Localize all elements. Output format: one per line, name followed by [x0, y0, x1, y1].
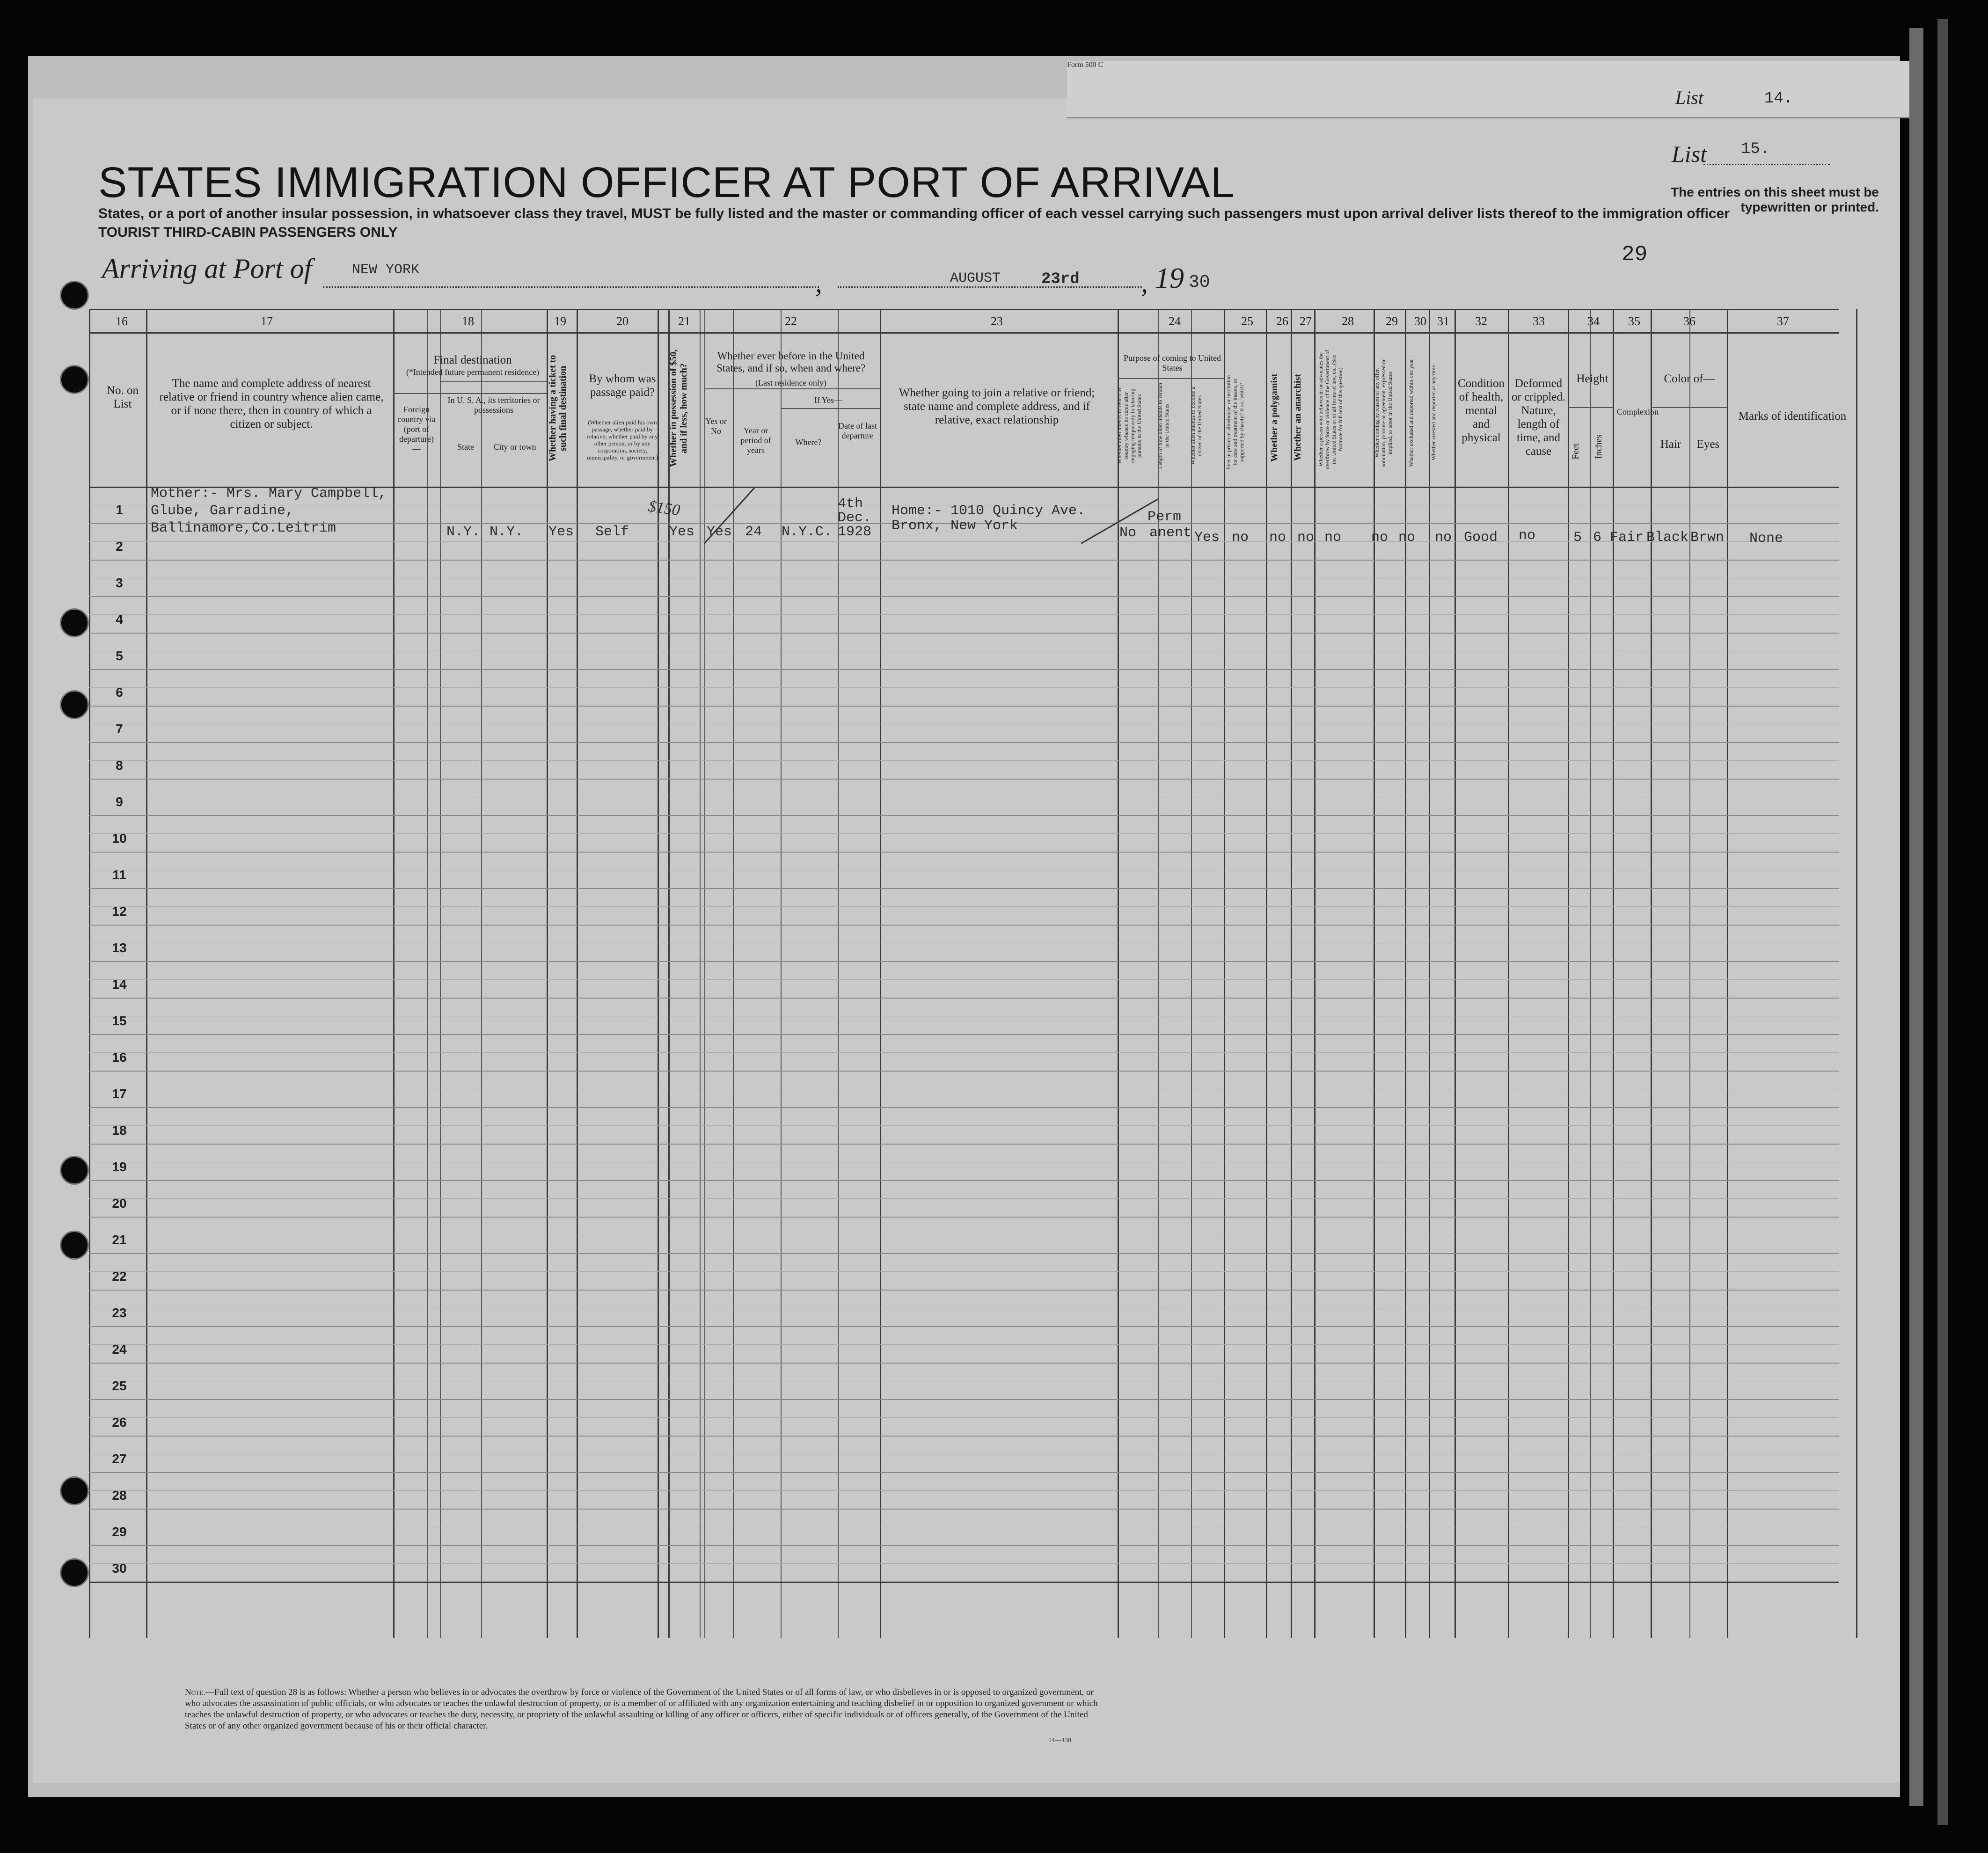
table-row-midrule [89, 687, 1839, 688]
table-column-rule [481, 309, 482, 1638]
table-column-rule [427, 309, 428, 1638]
form-code: 14—430 [1048, 1737, 1071, 1744]
table-row-midrule [89, 760, 1839, 761]
table-row-rule [89, 998, 1839, 999]
row-number: 19 [112, 1160, 127, 1174]
manifest-sheet [33, 98, 1900, 1783]
row-number: 30 [112, 1561, 127, 1576]
col28-value: no [1324, 530, 1342, 546]
table-column-rule [1266, 309, 1267, 1638]
row-number: 3 [116, 576, 123, 590]
row-number: 24 [112, 1342, 127, 1357]
punch-hole [60, 1156, 89, 1185]
header-col26: Whether a polygamist [1269, 373, 1279, 462]
punch-hole [60, 281, 89, 310]
table-row-rule [89, 815, 1839, 816]
header-col29: Whether coming by reason of any offer, solicitation, promise or agreement, expressed or implied, to labor in the United States [1374, 359, 1393, 467]
arriving-label: Arriving at Port of [102, 253, 312, 284]
comma-1: , [815, 267, 822, 298]
row-number: 6 [116, 685, 123, 700]
right-edge-strip-1 [1909, 28, 1923, 1806]
table-column-rule [89, 309, 90, 1638]
where-value: N.Y.C. [782, 524, 833, 540]
joining-relative-line-1: Home:- 1010 Quincy Ave. [892, 503, 1086, 519]
date-last-departure-line-3: 1928 [838, 524, 872, 540]
punch-hole [60, 1476, 89, 1505]
header-subrule [1118, 378, 1224, 379]
table-row-rule [89, 1436, 1839, 1437]
column-number: 34 [1587, 314, 1600, 328]
row-number: 13 [112, 941, 127, 955]
table-column-rule [1856, 309, 1857, 1638]
table-row-midrule [89, 1344, 1839, 1345]
hair-value: Black [1646, 530, 1689, 546]
table-column-rule [440, 309, 441, 1638]
header-yes-no: Yes or No [705, 416, 727, 436]
row-number: 25 [112, 1379, 127, 1393]
header-col28: Whether a person who believes in or advocates the overthrow by force or violence of the Government of the United States or of all forms of law, etc. (See footnote for full text of this question) [1317, 350, 1344, 469]
table-row-midrule [89, 1198, 1839, 1199]
table-row-rule [89, 961, 1839, 962]
header-col33: Deformed or crippled. Nature, length of time, and cause [1511, 377, 1566, 458]
header-col25: Ever in prison or almshouse, or institution for care and treatment of the insane, or supported by charity? If so, which? [1225, 375, 1245, 470]
table-row-rule [89, 560, 1839, 561]
date-last-departure-line-2: Dec. [838, 510, 872, 526]
table-row-midrule [89, 1125, 1839, 1126]
row-number: 27 [112, 1452, 127, 1466]
header-eyes: Eyes [1696, 438, 1720, 451]
col25-value: no [1232, 530, 1249, 546]
table-row-rule [89, 1071, 1839, 1072]
row-number: 15 [112, 1014, 127, 1028]
height-feet-value: 5 [1573, 530, 1582, 546]
header-if-yes: If Yes— [814, 395, 842, 405]
header-subrule [704, 388, 880, 389]
column-number: 32 [1475, 314, 1487, 328]
header-joining-relative: Whether going to join a relative or friend; state name and complete address, and if relative, exact relationship [899, 387, 1095, 426]
date-last-departure-line-1: 4th [838, 496, 863, 512]
table-row-rule [89, 1144, 1839, 1145]
table-column-rule [1454, 309, 1456, 1638]
table-row-rule [89, 1582, 1839, 1583]
height-inches-value: 6 [1593, 530, 1602, 546]
header-col27: Whether an anarchist [1293, 374, 1303, 461]
header-purpose: Purpose of coming to United States [1124, 353, 1221, 372]
table-column-rule [733, 309, 734, 1638]
row-number: 11 [112, 868, 126, 882]
punch-hole [60, 1558, 89, 1587]
table-row-midrule [89, 614, 1839, 615]
table-column-rule [1118, 309, 1119, 1638]
header-col30: Whether excluded and deported within one year [1408, 359, 1414, 467]
row-number: 14 [112, 977, 127, 992]
column-number: 22 [785, 314, 797, 328]
table-column-rule [577, 309, 578, 1638]
punch-hole [60, 365, 89, 394]
col31-value: no [1435, 530, 1452, 546]
table-column-rule [1429, 309, 1430, 1638]
header-final-destination: Final destination [433, 354, 512, 366]
table-row-rule [89, 1107, 1839, 1108]
table-column-rule [1613, 309, 1614, 1638]
table-column-rule [393, 309, 395, 1638]
subtitle-line-2: TOURIST THIRD-CABIN PASSENGERS ONLY [98, 225, 398, 240]
footnote [185, 1687, 1107, 1732]
col30-value: no [1398, 530, 1416, 546]
header-subrule [1568, 407, 1613, 408]
column-number: 21 [678, 314, 690, 328]
header-date-last-departure: Date of last departure [838, 421, 877, 440]
table-column-rule [1508, 309, 1509, 1638]
header-ticket: Whether having a ticket to such final destination [548, 355, 568, 462]
header-state: State [457, 442, 474, 452]
possession-value: Yes [669, 524, 695, 540]
relative-address-line-1: Mother:- Mrs. Mary Campbell, [151, 486, 387, 502]
header-ever-before-note: (Last residence only) [755, 378, 826, 387]
joining-relative-line-2: Bronx, New York [892, 518, 1018, 534]
list-underline [1703, 164, 1830, 165]
relative-address-line-3: Ballinamore,Co.Leitrim [151, 520, 336, 536]
table-row-rule [89, 1399, 1839, 1400]
row-number: 26 [112, 1415, 127, 1430]
table-row-rule [89, 1253, 1839, 1254]
table-column-rule [1405, 309, 1406, 1638]
column-number: 33 [1533, 314, 1545, 328]
table-row-midrule [89, 1417, 1839, 1418]
row-number: 20 [112, 1196, 127, 1211]
citizen-partial-value: anent [1149, 525, 1192, 541]
date-underline [838, 286, 1142, 288]
header-foreign-country: Foreign country via (port of departure)— [397, 405, 436, 453]
table-column-rule [1158, 309, 1159, 1638]
table-row-rule [89, 596, 1839, 597]
port-value: NEW YORK [352, 262, 420, 278]
row-number: 10 [112, 831, 127, 846]
page-title: STATES IMMIGRATION OFFICER AT PORT OF ARRIVAL [98, 159, 1235, 206]
column-number: 29 [1386, 314, 1398, 328]
table-row-rule [89, 742, 1839, 743]
header-passage-paid: By whom was passage paid? [589, 372, 656, 399]
table-row-rule [89, 1180, 1839, 1181]
table-row-midrule [89, 1490, 1839, 1491]
table-row-rule [89, 669, 1839, 670]
intend-citizen-value: Yes [1194, 530, 1220, 546]
destination-city: N.Y. [490, 524, 524, 540]
row-number: 9 [116, 795, 123, 809]
sheet-number: 29 [1622, 242, 1648, 267]
table-column-rule [880, 309, 881, 1638]
row-number: 16 [112, 1050, 127, 1065]
header-inches: Inches [1593, 434, 1604, 460]
column-number: 23 [991, 314, 1003, 328]
row-number: 12 [112, 904, 127, 919]
table-row-rule [89, 888, 1839, 889]
header-final-destination-note: (*Intended future permanent residence) [406, 367, 540, 377]
back-list-number: 14. [1764, 90, 1793, 108]
table-row-rule [89, 1034, 1839, 1035]
table-row-midrule [89, 1563, 1839, 1564]
passage-paid-value: Self [595, 524, 629, 540]
column-number: 17 [261, 314, 273, 328]
header-marks: Marks of identification [1738, 410, 1847, 423]
month-value: AUGUST [950, 270, 1001, 286]
table-column-rule [1689, 309, 1690, 1638]
table-column-rule [1727, 309, 1728, 1638]
footnote-label: Note. [185, 1687, 205, 1697]
return-home-value: No [1119, 525, 1137, 541]
punch-hole [60, 608, 89, 637]
health-value: Good [1464, 530, 1498, 546]
header-year-period: Year or period of years [740, 426, 771, 455]
entries-note: The entries on this sheet must be typewritten or printed. [1671, 185, 1879, 214]
list-label: List [1672, 141, 1707, 167]
header-col32: Condition of health, mental and physical [1457, 377, 1505, 444]
back-list-label: List [1675, 87, 1704, 108]
header-subrule [440, 381, 547, 382]
header-color-of: Color of— [1664, 372, 1715, 385]
row-number: 29 [112, 1525, 127, 1539]
table-column-rule [704, 309, 705, 1638]
header-where: Where? [795, 438, 822, 447]
table-row-rule [89, 1545, 1839, 1546]
row-number: 28 [112, 1488, 127, 1503]
table-row-rule [89, 852, 1839, 853]
punch-hole [60, 1231, 89, 1260]
header-possession-50: Whether in possession of $50, and if less, how much? [668, 349, 689, 467]
table-column-rule [1374, 309, 1375, 1638]
column-number: 37 [1777, 314, 1789, 328]
table-column-rule [781, 309, 782, 1638]
column-number: 16 [116, 314, 128, 328]
table-column-rule [1651, 309, 1652, 1638]
table-column-rule [1191, 309, 1192, 1638]
column-number: 28 [1342, 314, 1354, 328]
row-number: 23 [112, 1306, 127, 1320]
header-no-on-list: No. on List [106, 384, 139, 410]
table-row-midrule [89, 833, 1839, 834]
header-subrule [393, 393, 547, 394]
day-value: 23rd [1041, 270, 1080, 288]
header-hair: Hair [1660, 438, 1681, 451]
table-row-midrule [89, 1052, 1839, 1053]
row-number: 21 [112, 1233, 127, 1247]
column-number: 18 [462, 314, 474, 328]
table-column-rule [700, 309, 701, 1638]
table-column-rule [1224, 309, 1225, 1638]
table-row-rule [89, 1509, 1839, 1510]
column-number: 19 [554, 314, 566, 328]
table-row-rule [89, 779, 1839, 780]
year-prefix: 19 [1155, 263, 1184, 294]
header-purpose-citizen: Whether alien intends to become a citizen of the United States [1190, 387, 1203, 465]
right-edge-strip-2 [1937, 19, 1948, 1825]
table-header-rule [89, 332, 1839, 334]
header-col31: Whether arrested and deported at any time [1430, 365, 1437, 461]
row-number: 2 [116, 539, 123, 554]
table-row-rule [89, 1217, 1839, 1218]
col29-value: no [1371, 530, 1389, 546]
destination-state: N.Y. [446, 524, 481, 540]
column-number: 36 [1683, 314, 1696, 328]
header-complexion: Complexion [1617, 407, 1659, 416]
table-row-midrule [89, 979, 1839, 980]
table-column-rule [1291, 309, 1292, 1638]
table-column-rule [1590, 309, 1591, 1638]
header-purpose-length: Length of time alien intends to remain in the United States [1157, 383, 1170, 469]
row-number: 8 [116, 758, 123, 773]
ticket-value: Yes [548, 524, 574, 540]
header-subrule [781, 408, 880, 409]
row-number: 5 [116, 649, 123, 663]
column-number: 27 [1300, 314, 1312, 328]
port-underline [323, 286, 819, 288]
column-number: 24 [1169, 314, 1181, 328]
header-height: Height [1576, 372, 1608, 385]
column-number: 26 [1276, 314, 1288, 328]
subtitle-line-1: States, or a port of another insular possession, in whatsoever class they travel, MUST be fully listed and the master or commanding officer of each vessel carrying such passengers must upon arrival deliver lists thereof to the immigration officer [98, 206, 1730, 221]
comma-2: , [1141, 267, 1148, 298]
table-column-rule [547, 309, 548, 1638]
table-row-rule [89, 633, 1839, 634]
length-of-stay-value: Perm [1147, 509, 1182, 525]
table-row-rule [89, 706, 1839, 707]
table-column-rule [1314, 309, 1316, 1638]
header-in-usa: In U. S. A., its territories or possessions [447, 395, 540, 415]
table-row-rule [89, 1290, 1839, 1291]
col26-value: no [1269, 530, 1286, 546]
row-number: 7 [116, 722, 123, 736]
row-number: 4 [116, 612, 123, 627]
deformed-value: no [1519, 528, 1536, 544]
back-form-label: Form 500 C [1067, 61, 1104, 69]
header-relative-address: The name and complete address of nearest relative or friend in country whence alien came, or if none there, then in country of which a citizen or subject. [159, 377, 384, 430]
header-city: City or town [493, 442, 536, 452]
period-value: 24 [745, 524, 762, 540]
column-number: 25 [1241, 314, 1253, 328]
column-number: 20 [616, 314, 629, 328]
header-feet: Feet [1571, 443, 1581, 460]
year-suffix: 30 [1189, 272, 1210, 292]
header-subrule [1651, 407, 1727, 408]
table-header-rule [89, 309, 1839, 310]
footnote-text: —Full text of question 28 is as follows: Whether a person who believes in or advocates the overthrow by force or violence of the Government of the United States or of all forms of law, or who disbelieves in or is opposed to organized government, or who advocates the assassination of public officials, or who advocates or teaches the unlawful destruction of property, or is a member of or affiliated with any organization entertaining and teaching disbelief in or opposition to organized government or which teaches the unlawful destruction of property, or who advocates or teaches the duty, necessity, or propriety of the unlawful assaulting or killing of any officer or officers, either of specific individuals or of officers generally, of the Government of the United States or of any other organized government because of his or their official character. [185, 1687, 1098, 1731]
row-number: 17 [112, 1087, 127, 1101]
eyes-value: Brwn [1690, 530, 1725, 546]
column-number: 30 [1414, 314, 1426, 328]
marks-value: None [1749, 531, 1783, 547]
row-number: 18 [112, 1123, 127, 1138]
column-number: 31 [1437, 314, 1449, 328]
relative-address-line-2: Glube, Garradine, [151, 503, 294, 519]
table-row-rule [89, 1472, 1839, 1473]
header-passage-paid-note: (Whether alien paid his own passage, whether paid by relative, whether paid by any other person, or by any corporation, society, municipality, or government) [587, 419, 658, 461]
table-row-rule [89, 1326, 1839, 1327]
header-ever-before: Whether ever before in the United States, and if so, when and where? [716, 350, 866, 374]
punch-hole [60, 690, 89, 719]
table-column-rule [146, 309, 147, 1638]
list-number: 15. [1741, 140, 1770, 158]
complexion-value: Fair [1610, 530, 1644, 546]
handwritten-amount: $150 [647, 497, 681, 519]
col27-value: no [1297, 530, 1315, 546]
table-row-rule [89, 1363, 1839, 1364]
header-purpose-return: Whether alien intends to return to country whence he came after engaging temporarily in laboring pursuits in the United States [1116, 388, 1142, 464]
row-number: 22 [112, 1269, 127, 1284]
row-number: 1 [116, 503, 123, 517]
table-row-midrule [89, 906, 1839, 907]
table-row-midrule [89, 1271, 1839, 1272]
ever-before-value: Yes [707, 524, 732, 540]
table-column-rule [1568, 309, 1569, 1638]
column-number: 35 [1628, 314, 1640, 328]
table-row-rule [89, 925, 1839, 926]
